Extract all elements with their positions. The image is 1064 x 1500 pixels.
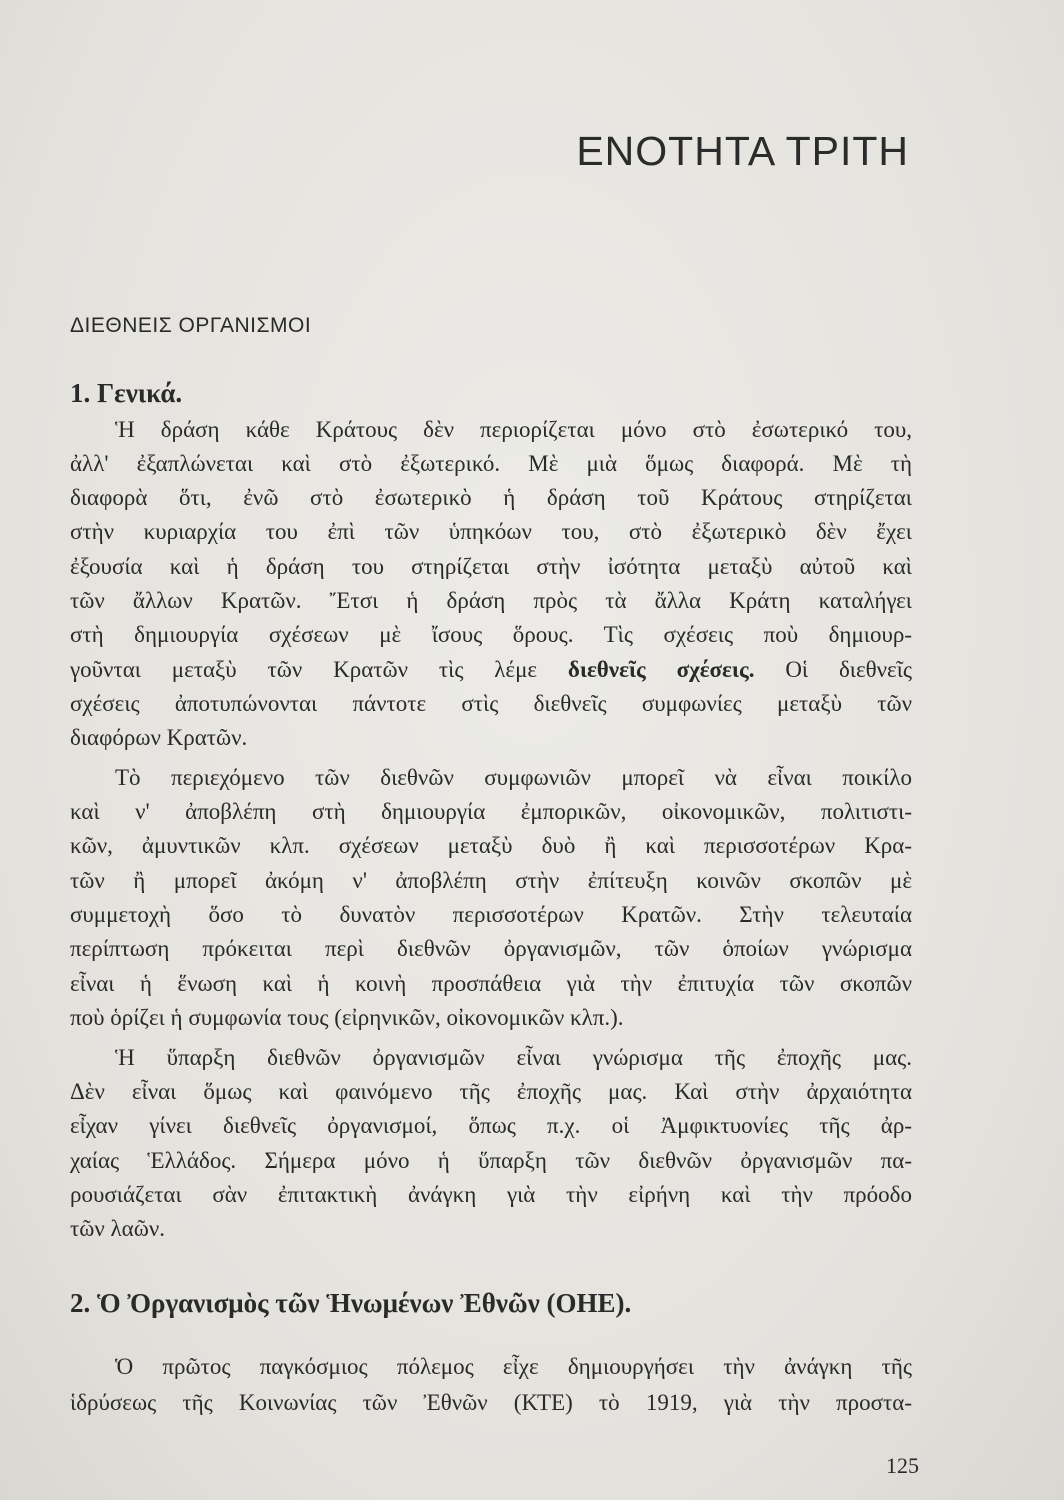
text-line: Ἡ δράση κάθε Κράτους δὲν περιορίζεται μόνο στὸ ἐσωτερικό του,	[115, 417, 912, 442]
text-line: ἱδρύσεως τῆς Κοινωνίας τῶν Ἐθνῶν (ΚΤΕ) τὸ 1919, γιὰ τὴν προστα-	[70, 1390, 912, 1415]
text-line: τῶν λαῶν.	[70, 1216, 166, 1241]
text-line: συμμετοχὴ ὅσο τὸ δυνατὸν περισσοτέρων Κρατῶν. Στὴν τελευταία	[70, 902, 912, 927]
text-fragment: γοῦνται μεταξὺ τῶν Κρατῶν τὶς λέμε	[70, 657, 538, 682]
text-line: καὶ ν' ἀποβλέπη στὴ δημιουργία ἐμπορικῶν, οἰκονομικῶν, πολιτιστι-	[70, 799, 912, 824]
text-line: εἶναι ἡ ἕνωση καὶ ἡ κοινὴ προσπάθεια γιὰ τὴν ἐπιτυχία τῶν σκοπῶν	[70, 971, 912, 996]
text-fragment: Οἱ διεθνεῖς	[785, 657, 912, 682]
chapter-title: ΕΝΟΤΗΤΑ ΤΡΙΤΗ	[576, 128, 909, 174]
text-line: τῶν ἄλλων Κρατῶν. Ἔτσι ἡ δράση πρὸς τὰ ἄλλα Κράτη καταλήγει	[70, 588, 912, 613]
text-line: ἐξουσία καὶ ἡ δράση του στηρίζεται στὴν ἰσότητα μεταξὺ αὐτοῦ καὶ	[70, 554, 912, 579]
text-line: κῶν, ἀμυντικῶν κλπ. σχέσεων μεταξὺ δυὸ ἢ καὶ περισσοτέρων Κρα-	[70, 833, 912, 858]
text-line: ποὺ ὁρίζει ἡ συμφωνία τους (εἰρηνικῶν, οἰκονομικῶν κλπ.).	[70, 1005, 624, 1030]
text-line: χαίας Ἑλλάδος. Σήμερα μόνο ἡ ὕπαρξη τῶν διεθνῶν ὀργανισμῶν πα-	[70, 1148, 912, 1173]
text-line: Ἡ ὕπαρξη διεθνῶν ὀργανισμῶν εἶναι γνώρισμα τῆς ἐποχῆς μας.	[115, 1045, 912, 1070]
text-line: ἀλλ' ἐξαπλώνεται καὶ στὸ ἐξωτερικό. Μὲ μιὰ ὅμως διαφορά. Μὲ τὴ	[70, 451, 912, 476]
text-line: Δὲν εἶναι ὅμως καὶ φαινόμενο τῆς ἐποχῆς μας. Καὶ στὴν ἀρχαιότητα	[70, 1079, 912, 1104]
text-line: σχέσεις ἀποτυπώνονται πάντοτε στὶς διεθνεῖς συμφωνίες μεταξὺ τῶν	[70, 691, 912, 716]
text-line: ρουσιάζεται σὰν ἐπιτακτικὴ ἀνάγκη γιὰ τὴν εἰρήνη καὶ τὴν πρόοδο	[70, 1182, 912, 1207]
text-line: διαφόρων Κρατῶν.	[70, 725, 248, 750]
section-2-heading: 2. Ὁ Ὀργανισμὸς τῶν Ἡνωμένων Ἐθνῶν (ΟΗΕ).	[70, 1288, 632, 1318]
text-line: στὴν κυριαρχία του ἐπὶ τῶν ὑπηκόων του, στὸ ἐξωτερικὸ δὲν ἔχει	[70, 519, 912, 544]
text-line: Τὸ περιεχόμενο τῶν διεθνῶν συμφωνιῶν μπορεῖ νὰ εἶναι ποικίλο	[115, 765, 912, 790]
text-line: τῶν ἢ μπορεῖ ἀκόμη ν' ἀποβλέπη στὴν ἐπίτευξη κοινῶν σκοπῶν μὲ	[70, 868, 912, 893]
text-line: στὴ δημιουργία σχέσεων μὲ ἴσους ὅρους. Τὶς σχέσεις ποὺ δημιουρ-	[70, 622, 912, 647]
text-line-with-term	[70, 655, 912, 687]
page-number: 125	[886, 1453, 919, 1478]
text-line: Ὁ πρῶτος παγκόσμιος πόλεμος εἶχε δημιουργήσει τὴν ἀνάγκη τῆς	[115, 1354, 912, 1379]
text-line: εἶχαν γίνει διεθνεῖς ὀργανισμοί, ὅπως π.χ. οἱ Ἀμφικτυονίες τῆς ἀρ-	[70, 1113, 912, 1138]
text-line: περίπτωση πρόκειται περὶ διεθνῶν ὀργανισμῶν, τῶν ὁποίων γνώρισμα	[70, 936, 912, 961]
bold-term: διεθνεῖς σχέσεις.	[567, 657, 755, 682]
section-1-heading: 1. Γενικά.	[70, 378, 183, 408]
text-line: διαφορὰ ὅτι, ἐνῶ στὸ ἐσωτερικὸ ἡ δράση τοῦ Κράτους στηρίζεται	[70, 485, 912, 510]
part-title: ΔΙΕΘΝΕΙΣ ΟΡΓΑΝΙΣΜΟΙ	[70, 314, 312, 337]
